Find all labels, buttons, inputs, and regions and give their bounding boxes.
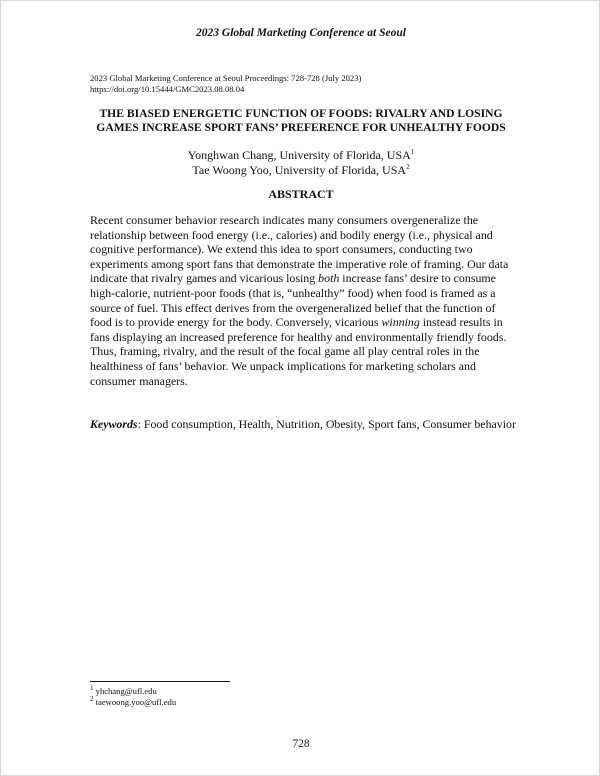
author-list bbox=[1, 148, 600, 177]
footnote-2-mark: 2 bbox=[90, 695, 94, 704]
keywords-label: Keywords bbox=[90, 417, 138, 431]
author-1 bbox=[1, 148, 600, 163]
author-2-name: Tae Woong Yoo, University of Florida, USA bbox=[192, 162, 407, 177]
footnote-2-email[interactable]: taewoong.yoo@ufl.edu bbox=[93, 697, 177, 707]
page-number: 728 bbox=[292, 738, 310, 750]
author-1-footnote-mark: 1 bbox=[410, 148, 415, 156]
keywords-text: Food consumption, Health, Nutrition, Obesity, Sport fans, Consumer behavior bbox=[140, 417, 516, 431]
abstract-text-2: increase fans’ desire to consume high-calorie, nutrient-poor foods (that is, “unhealthy” food) when food is framed as a source of fuel. This effect derives from the overgeneralized belief that the function of food is to provide energy for the body. Conversely, vicarious bbox=[90, 271, 496, 330]
proceedings-info bbox=[90, 73, 361, 95]
abstract-emphasis-both: both bbox=[318, 271, 340, 286]
footnote-1-mark: 1 bbox=[90, 684, 94, 693]
abstract-text-3: instead results in fans displaying an increased preference for healthy and environmentally friendly foods. Thus, framing, rivalry, and the result of the focal game all play central roles in the healthiness of fans’ behavior. We unpack implications for marketing scholars and consumer managers. bbox=[90, 315, 507, 388]
abstract-text-1: Recent consumer behavior research indicates many consumers overgeneralize the relationship between food energy (i.e., calories) and bodily energy (i.e., physical and cognitive performance). We extend this idea to sport consumers, conducting two experiments among sport fans that demonstrate the imperative role of framing. Our data indicate that rivalry games and vicarious losing bbox=[90, 213, 509, 286]
paper-title-line-1: THE BIASED ENERGETIC FUNCTION OF FOODS: RIVALRY AND LOSING bbox=[99, 107, 503, 120]
abstract-paragraph bbox=[90, 213, 518, 388]
proceedings-citation: 2023 Global Marketing Conference at Seoul Proceedings: 728-728 (July 2023) bbox=[90, 73, 362, 83]
keywords bbox=[90, 417, 530, 432]
paper-title-line-2: GAMES INCREASE SPORT FANS’ PREFERENCE FOR UNHEALTHY FOODS bbox=[96, 121, 506, 134]
keywords-colon: : bbox=[137, 417, 141, 431]
footnotes bbox=[90, 686, 176, 708]
footnote-1 bbox=[90, 686, 176, 697]
paper-title bbox=[61, 107, 541, 135]
author-1-name: Yonghwan Chang, University of Florida, USA bbox=[187, 148, 411, 162]
footnote-rule bbox=[90, 681, 230, 682]
abstract-heading: ABSTRACT bbox=[268, 187, 334, 201]
author-2 bbox=[1, 163, 600, 178]
abstract-body bbox=[90, 213, 518, 388]
running-head: 2023 Global Marketing Conference at Seoul bbox=[196, 27, 406, 39]
author-2-footnote-mark: 2 bbox=[406, 162, 410, 171]
footnote-2 bbox=[90, 697, 176, 708]
footnote-1-email[interactable]: yhchang@ufl.edu bbox=[93, 686, 157, 696]
doi-link[interactable]: https://doi.org/10.15444/GMC2023.08.08.04 bbox=[90, 84, 245, 94]
abstract-emphasis-winning: winning bbox=[381, 315, 420, 330]
